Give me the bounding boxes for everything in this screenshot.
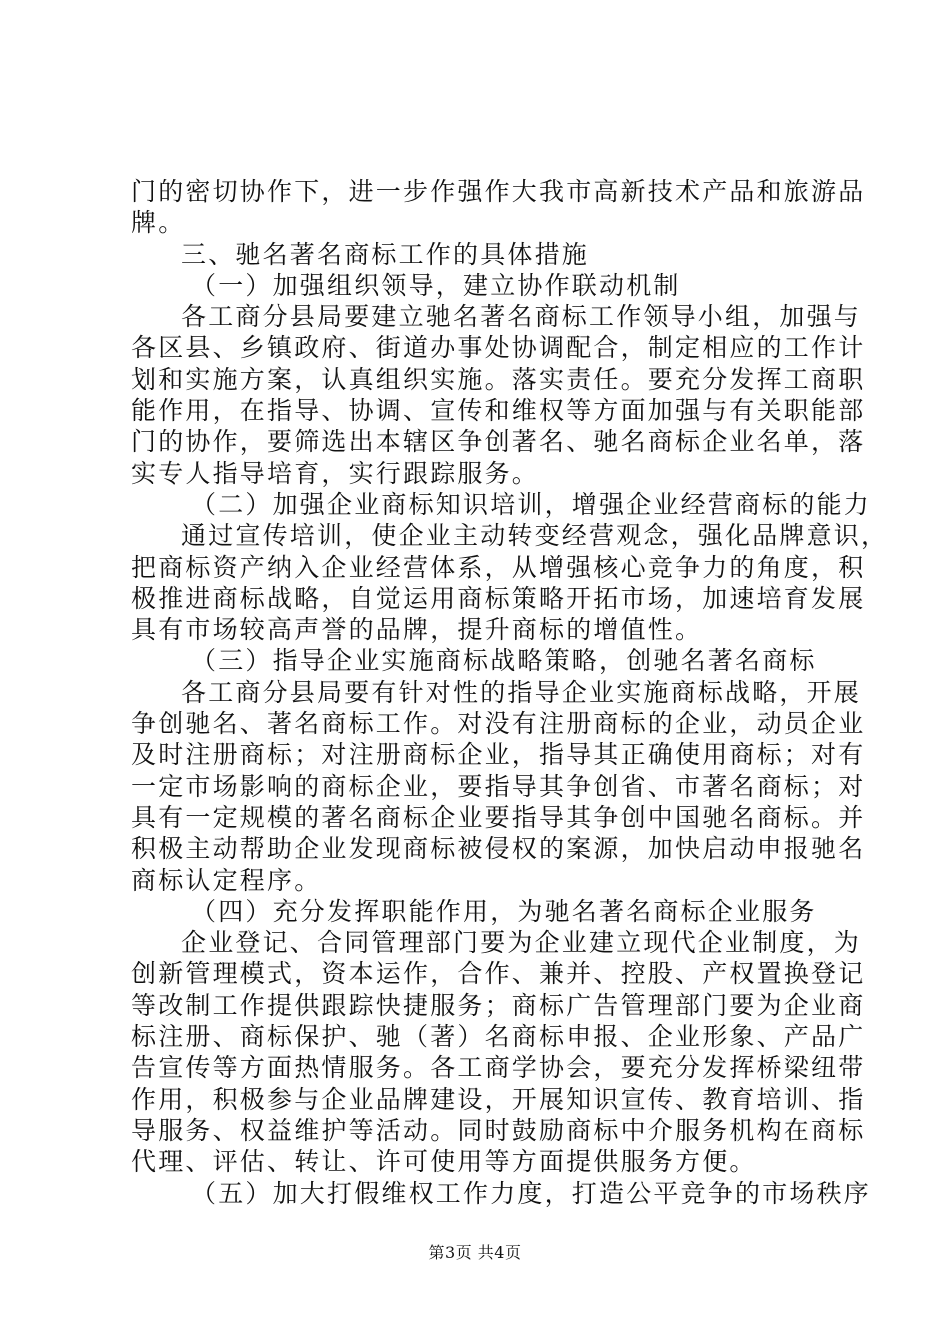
text-line: 各区县、乡镇政府、街道办事处协调配合，制定相应的工作计 (131, 333, 866, 363)
text-line: 门的密切协作下，进一步作强作大我市高新技术产品和旅游品 (131, 177, 866, 206)
text-line: 具有市场较高声誉的品牌，提升商标的增值性。 (131, 615, 703, 645)
text-line: 能作用，在指导、协调、宣传和维权等方面加强与有关职能部 (131, 396, 866, 426)
text-line: 标注册、商标保护、驰（著）名商标申报、企业形象、产品广 (131, 1022, 866, 1052)
text-line: （一）加强组织领导，建立协作联动机制 (191, 270, 681, 300)
text-line: 极推进商标战略，自觉运用商标策略开拓市场，加速培育发展 (131, 583, 866, 613)
text-line: 具有一定规模的著名商标企业要指导其争创中国驰名商标。并 (131, 802, 866, 832)
text-line: 作用，积极参与企业品牌建设，开展知识宣传、教育培训、指 (131, 1084, 866, 1114)
page-footer: 第3页 共4页 (428, 1243, 522, 1262)
text-line: 把商标资产纳入企业经营体系，从增强核心竞争力的角度，积 (131, 552, 866, 582)
text-line: （二）加强企业商标知识培训，增强企业经营商标的能力 (191, 489, 872, 519)
text-line: 门的协作，要筛选出本辖区争创著名、驰名商标企业名单，落 (131, 427, 866, 457)
text-line: 积极主动帮助企业发现商标被侵权的案源，加快启动申报驰名 (131, 834, 866, 864)
text-line: 划和实施方案，认真组织实施。落实责任。要充分发挥工商职 (131, 364, 866, 394)
text-line: 各工商分县局要建立驰名著名商标工作领导小组，加强与 (181, 302, 862, 332)
text-line: 各工商分县局要有针对性的指导企业实施商标战略，开展 (181, 677, 862, 707)
text-line: 导服务、权益维护等活动。同时鼓励商标中介服务机构在商标 (131, 1115, 866, 1145)
text-line: （三）指导企业实施商标战略策略，创驰名著名商标 (191, 646, 817, 676)
text-line: 企业登记、合同管理部门要为企业建立现代企业制度，为 (181, 928, 862, 958)
text-line: 创新管理模式，资本运作，合作、兼并、控股、产权置换登记 (131, 959, 866, 989)
text-line: 通过宣传培训，使企业主动转变经营观念，强化品牌意识， (181, 521, 889, 551)
text-line: 等改制工作提供跟踪快捷服务；商标广告管理部门要为企业商 (131, 990, 866, 1020)
text-line: 实专人指导培育，实行跟踪服务。 (131, 458, 540, 488)
text-line: 代理、评估、转让、许可使用等方面提供服务方便。 (131, 1147, 757, 1177)
text-line: 及时注册商标；对注册商标企业，指导其正确使用商标；对有 (131, 740, 866, 770)
text-line: （五）加大打假维权工作力度，打造公平竞争的市场秩序 (191, 1178, 872, 1208)
text-line: 商标认定程序。 (131, 865, 322, 895)
text-line: 争创驰名、著名商标工作。对没有注册商标的企业，动员企业 (131, 709, 866, 739)
text-line: 一定市场影响的商标企业，要指导其争创省、市著名商标；对 (131, 771, 866, 801)
text-line: 告宣传等方面热情服务。各工商学协会，要充分发挥桥梁纽带 (131, 1053, 866, 1083)
text-line: 三、驰名著名商标工作的具体措施 (181, 239, 590, 269)
document-body (131, 176, 889, 1209)
text-line: （四）充分发挥职能作用，为驰名著名商标企业服务 (191, 896, 817, 926)
text-line: 牌。 (131, 208, 186, 238)
